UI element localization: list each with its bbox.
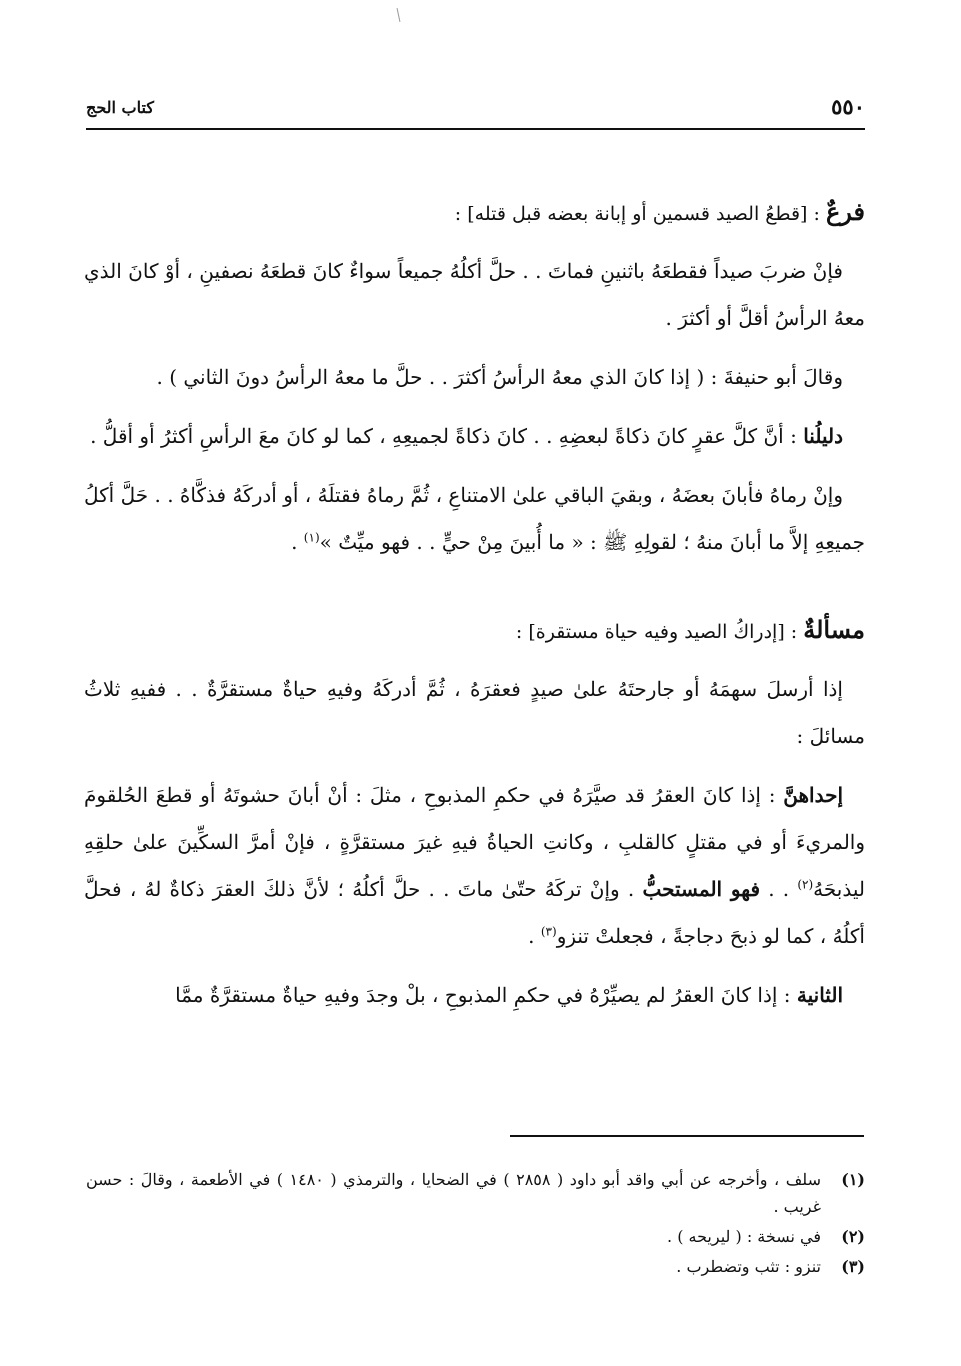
paragraph-text: وإنْ رماهُ فأبانَ بعضَهُ ، وبقيَ الباقي علىٰ الامتناعِ ، ثُمَّ رماهُ فقتلَهُ ، أو أدركَهُ فذكَّاهُ . . حَلَّ أكلُ جميعِهِ إلاَّ ما أبانَ منهُ ؛ لقولِهِ ﷺ : « ما أُبينَ مِنْ حيٍّ . . فهو ميِّتٌ » [84,483,865,554]
footnote-text: في نسخة : ( ليريحه ) . [667,1227,821,1246]
heading-lead: مسألةٌ [803,615,865,644]
paragraph-text: . [528,924,541,948]
paragraph: إذا أرسلَ سهمَهُ أو جارحتَهُ علىٰ صيدٍ فعقرَهُ ، ثُمَّ أدركَهُ وفيهِ حياةٌ مستقرَّةٌ . . ففيهِ ثلاثُ مسائلَ : [84,677,865,748]
footnote-number: (١) [841,1170,865,1189]
footnote-divider [510,1135,864,1137]
paragraph-text: : إذا كانَ العقرُ لم يصيِّرْهُ في حكمِ المذبوحِ ، بلْ وجدَ وفيهِ حياةٌ مستقرَّةٌ ممَّا [175,983,797,1007]
footnote-item [86,1223,865,1250]
paragraph-text: . . [760,877,798,901]
main-text [84,190,865,1019]
header-divider [86,128,865,130]
paragraph [84,472,865,566]
paragraph-text: : أنَّ كلَّ عقرٍ كانَ ذكاةً لبعضِهِ . . كانَ ذكاةً لجميعِهِ ، كما لو كانَ معَ الرأسِ أكثرُ أو أقلُّ . [90,424,804,448]
paragraph [84,972,865,1019]
footnote-ref: (١) [303,530,320,545]
footnote-ref: (٣) [540,924,557,939]
paragraph-text: . وإنْ تركَهُ حتّىٰ ماتَ . . حلَّ أكلُهُ ؛ لأنَّ ذلكَ العقرَ ذكاةٌ لهُ ، فحلَّ أكلُهُ ، كما لو ذبحَ دجاجةً ، فجعلتْ تنزو [84,877,865,948]
running-title: كتاب الحج [86,98,154,117]
paragraph-text: . [291,530,304,554]
page-number: ٥٥٠ [831,94,865,119]
paragraph-lead: الثانية [796,983,843,1007]
heading-text: : [قطعُ الصيد قسمين أو إبانة بعضه قبل قتله] : [454,203,826,225]
footnote-item [86,1253,865,1280]
page-header [86,94,865,128]
paragraph-lead: إحداهنَّ [783,783,843,807]
heading-text: : [إدراكُ الصيد وفيه حياة مستقرة] : [515,621,804,643]
paragraph: فإنْ ضربَ صيداً فقطعَهُ باثنينِ فماتَ . . حلَّ أكلُهُ جميعاً سواءٌ كانَ قطعَهُ نصفينِ ، أوْ كانَ الذي معهُ الرأسُ أقلَّ أو أكثرَ . [84,259,865,330]
section-heading-far [84,190,865,236]
heading-lead: فرعٌ [825,197,865,226]
bold-phrase: فهو المستحبُّ [642,877,761,901]
scan-mark [397,8,401,22]
section-heading-masala [84,608,865,654]
footnote-text: سلف ، وأخرجه عن أبي واقد أبو داود ( ٢٨٥٨ ) في الضحايا ، والترمذي ( ١٤٨٠ ) في الأطعمة ، وقالَ : حسن غريب . [86,1170,821,1216]
paragraph [84,413,865,460]
paragraph-text: : إذا كانَ العقرُ قد صيَّرَهُ في حكمِ المذبوحِ ، مثلَ : أنْ أبانَ حشوتَهُ أو قطعَ الحُلقومَ والمريءَ أو في مقتلٍ كالقلبِ ، وكانتِ الحياةُ فيهِ غيرَ مستقرَّةٍ ، فإنْ أمرَّ السكِّينَ علىٰ حلقِهِ ليذبحَهُ [84,783,865,901]
footnote-number: (٢) [841,1227,865,1246]
footnote-ref: (٢) [797,877,814,892]
paragraph-lead: دليلُنا [803,424,843,448]
footnote-item [86,1166,865,1220]
footnote-number: (٣) [841,1257,865,1276]
paragraph [84,772,865,960]
paragraph: وقالَ أبو حنيفةَ : ( إذا كانَ الذي معهُ الرأسُ أكثرَ . . حلَّ ما معهُ الرأسُ دونَ الثاني ) . [156,365,843,389]
footnotes [86,1166,865,1283]
footnote-text: تنزو : تثب وتضطرب . [676,1257,821,1276]
